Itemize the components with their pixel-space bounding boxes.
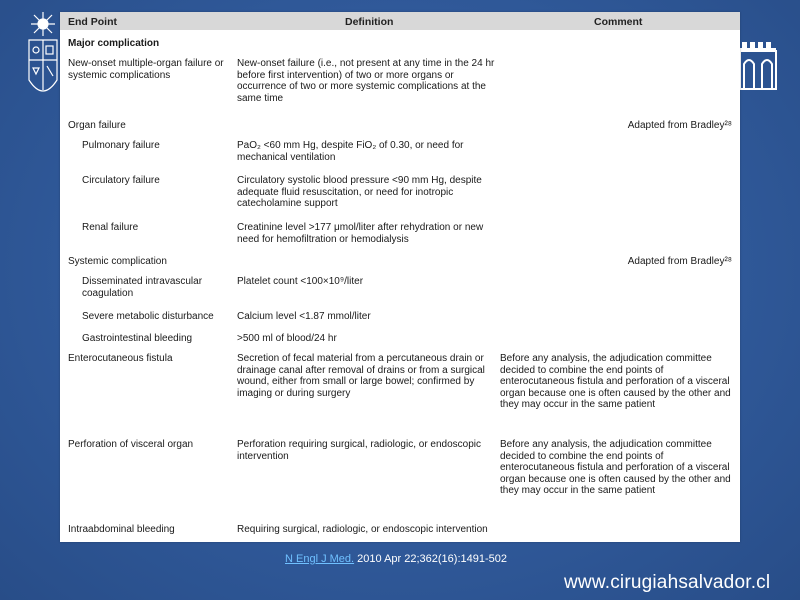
row-definition: Circulatory systolic blood pressure <90 mm Hg, despite adequate fluid resuscitation, or need for inotropic catecholamine support — [237, 175, 482, 210]
university-crest-icon — [26, 10, 60, 110]
row-endpoint: Organ failure — [68, 120, 126, 131]
row-endpoint: Severe metabolic disturbance — [82, 311, 214, 322]
header-end-point: End Point — [68, 16, 117, 28]
table-header — [60, 12, 740, 30]
row-definition: Creatinine level >177 μmol/liter after rehydration or new need for hemofiltration or hemodialysis — [237, 222, 484, 245]
row-endpoint: Perforation of visceral organ — [68, 439, 194, 450]
row-endpoint: Circulatory failure — [82, 175, 160, 186]
row-definition: Secretion of fecal material from a percutaneous drain or drainage canal after removal of drains or from a surgical wound, either from small or large bowel; confirmed by imaging or during surgery — [237, 353, 485, 399]
row-definition: Requiring surgical, radiologic, or endoscopic intervention — [237, 524, 488, 535]
journal-link[interactable]: N Engl J Med. — [285, 553, 355, 565]
table-document — [60, 12, 740, 542]
row-endpoint: Systemic complication — [68, 256, 167, 267]
row-definition: Perforation requiring surgical, radiologic, or endoscopic intervention — [237, 439, 482, 462]
row-definition: New-onset failure (i.e., not present at any time in the 24 hr before first intervention) of two or more organs or occurrence of two or more systemic complications at the same time — [237, 58, 495, 104]
header-definition: Definition — [345, 16, 394, 28]
header-comment: Comment — [594, 16, 643, 28]
row-definition: >500 ml of blood/24 hr — [237, 333, 337, 344]
row-endpoint: Pulmonary failure — [82, 140, 160, 151]
row-endpoint: Enterocutaneous fistula — [68, 353, 173, 364]
row-definition: PaO₂ <60 mm Hg, despite FiO₂ of 0.30, or need for mechanical ventilation — [237, 140, 464, 163]
website-url: www.cirugiahsalvador.cl — [564, 572, 771, 593]
row-comment: Before any analysis, the adjudication committee decided to combine the end points of enterocutaneous fistula and perforation of a visceral organ because one is often caused by the other and they may occur in the same patient — [500, 439, 731, 497]
row-comment: Adapted from Bradley²⁸ — [627, 256, 732, 267]
row-endpoint: New-onset multiple-organ failure or systemic complications — [68, 58, 224, 81]
row-endpoint: Intraabdominal bleeding — [68, 524, 175, 535]
row-endpoint: Renal failure — [82, 222, 139, 233]
row-endpoint: Disseminated intravascular coagulation — [82, 276, 203, 299]
row-definition: Calcium level <1.87 mmol/liter — [237, 311, 371, 322]
row-definition: Platelet count <100×10⁹/liter — [237, 276, 364, 287]
citation — [285, 553, 507, 565]
row-comment: Adapted from Bradley²⁸ — [627, 120, 732, 131]
row-endpoint: Gastrointestinal bleeding — [82, 333, 193, 344]
hospital-building-icon — [738, 40, 778, 92]
citation-details: 2010 Apr 22;362(16):1491-502 — [354, 553, 507, 565]
section-title: Major complication — [68, 38, 160, 49]
row-comment: Before any analysis, the adjudication committee decided to combine the end points of enterocutaneous fistula and perforation of a visceral organ because one is often caused by the other and they may occur in the same patient — [500, 353, 731, 411]
